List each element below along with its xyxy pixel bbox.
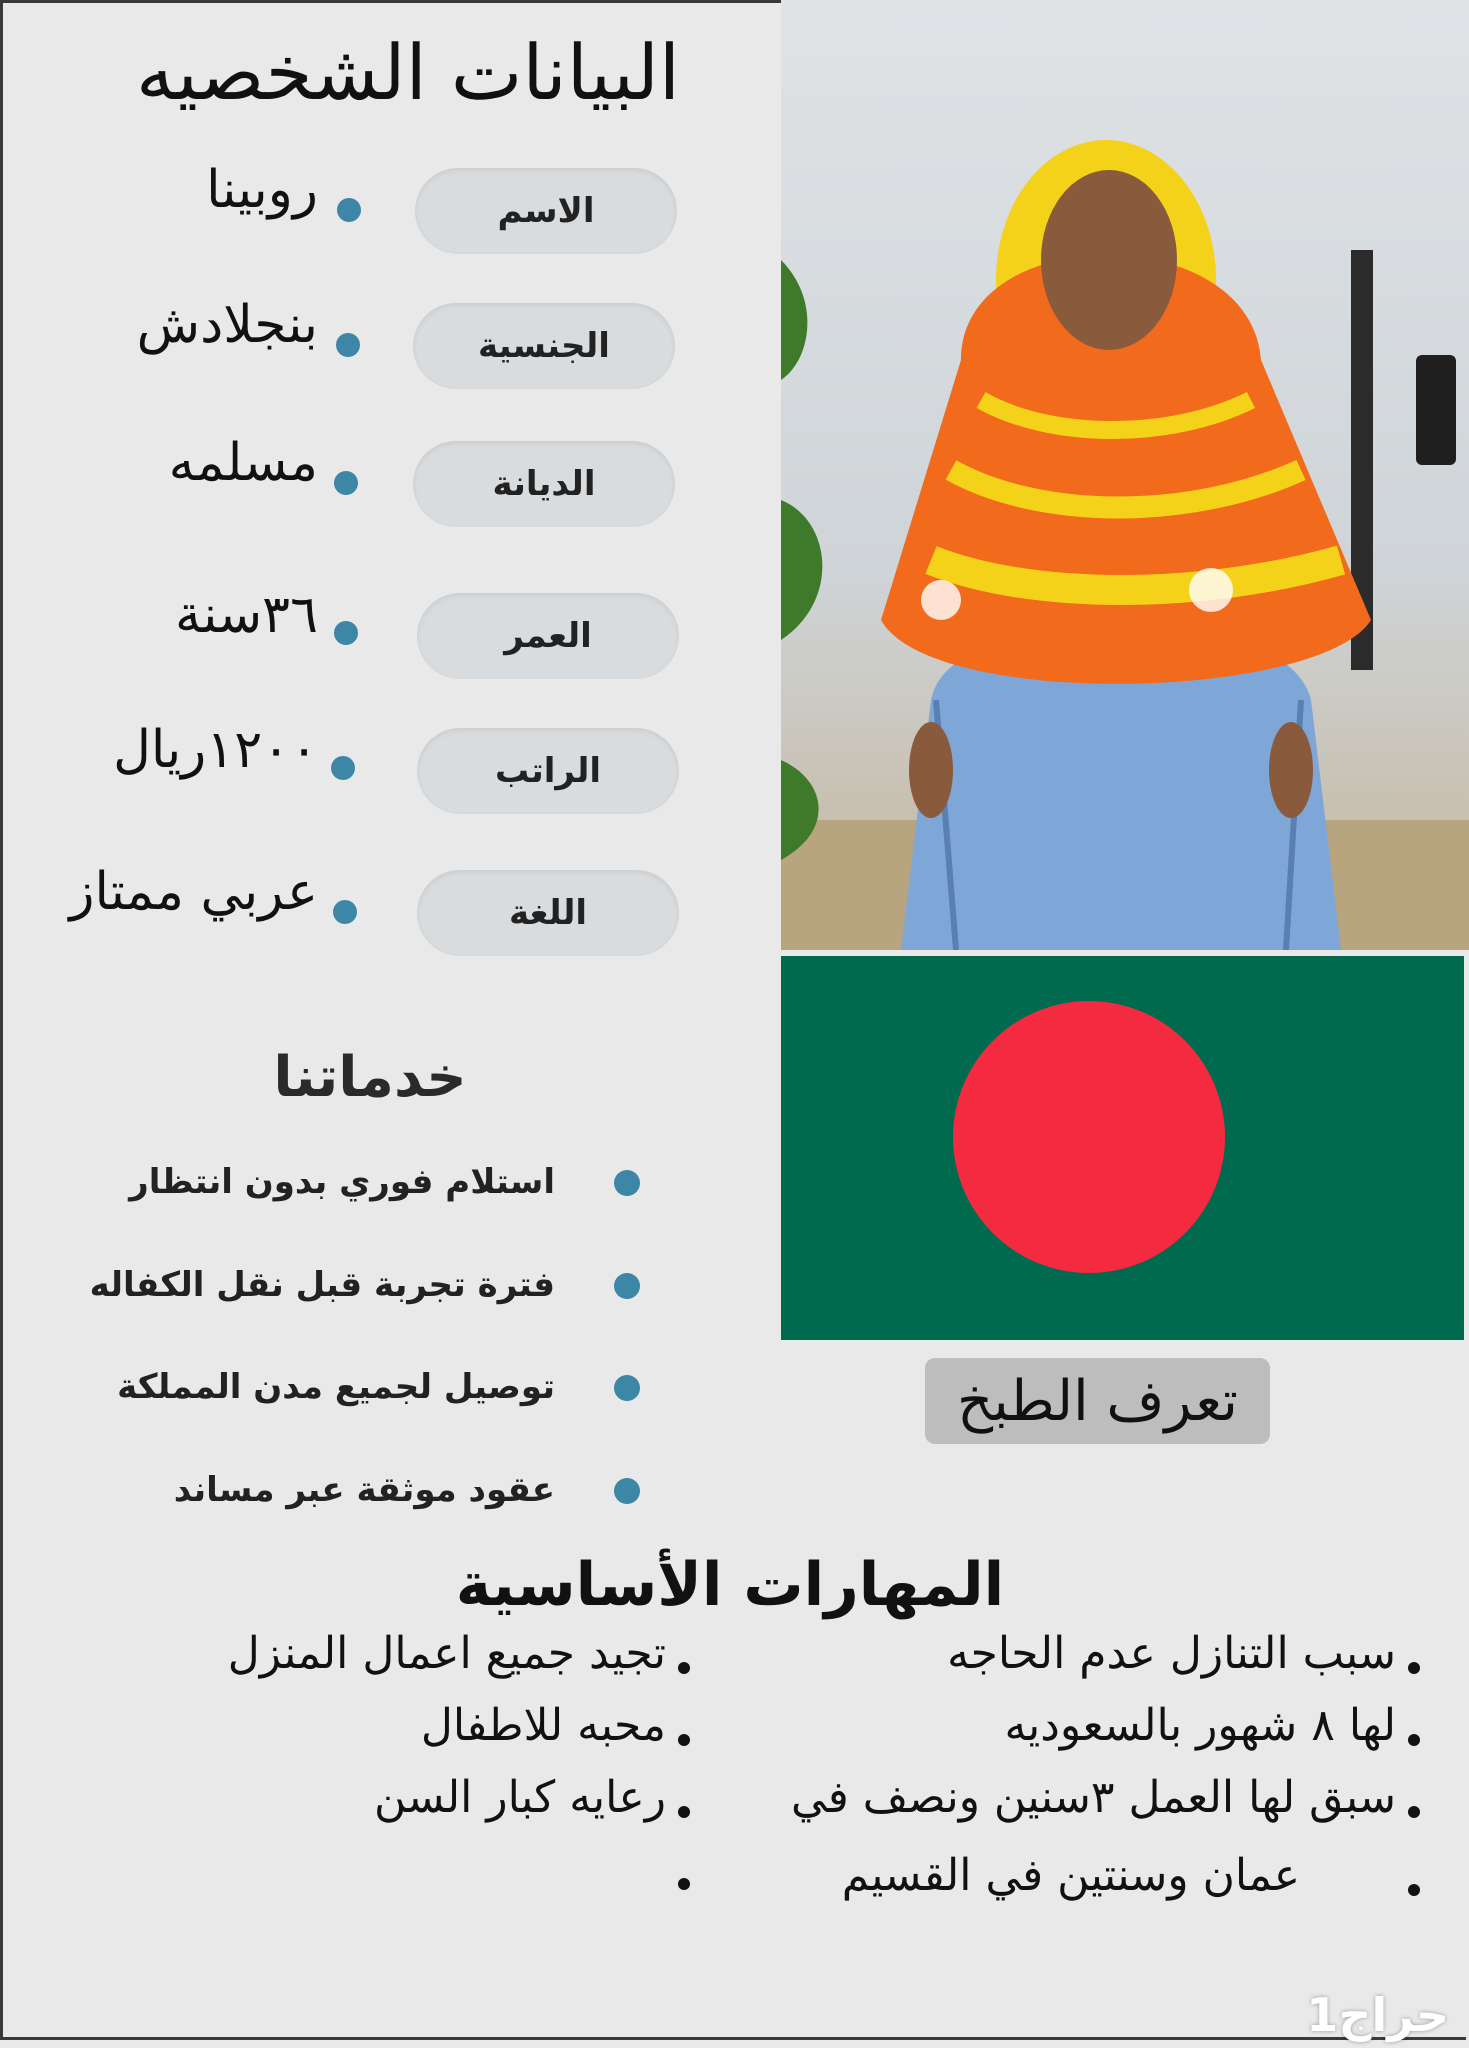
label-pill: الاسم xyxy=(415,168,677,254)
skills-title: المهارات الأساسية xyxy=(455,1550,1005,1620)
list-item: محبه للاطفال xyxy=(90,1700,690,1772)
service-text: عقود موثقة عبر مساند xyxy=(173,1470,555,1510)
list-item xyxy=(90,1844,690,1924)
value-text: عربي ممتاز xyxy=(69,862,318,922)
list-item: رعايه كبار السن xyxy=(90,1772,690,1844)
skills-right-list xyxy=(720,1628,1420,1924)
list-item: سبق لها العمل ٣سنين ونصف في xyxy=(720,1772,1420,1844)
value-text: ١٢٠٠ريال xyxy=(113,720,318,780)
row-salary xyxy=(0,720,700,820)
row-age xyxy=(0,585,700,685)
service-text: استلام فوري بدون انتظار xyxy=(129,1162,555,1202)
bullet-dot xyxy=(334,471,358,495)
value-text: ٣٦سنة xyxy=(175,585,318,645)
page-title: البيانات الشخصيه xyxy=(135,28,680,117)
row-religion xyxy=(0,433,700,533)
row-nationality xyxy=(0,295,700,395)
services-title: خدماتنا xyxy=(273,1045,467,1110)
portrait-illustration xyxy=(781,0,1469,950)
label-pill: اللغة xyxy=(417,870,679,956)
bullet-dot xyxy=(614,1273,640,1299)
cooking-badge: تعرف الطبخ xyxy=(925,1358,1270,1444)
bullet-dot xyxy=(337,198,361,222)
label-pill: الراتب xyxy=(417,728,679,814)
row-name xyxy=(0,160,700,260)
label-pill: الديانة xyxy=(413,441,675,527)
value-text: مسلمه xyxy=(168,433,318,493)
row-language xyxy=(0,862,700,962)
bullet-dot xyxy=(614,1478,640,1504)
list-item: سبب التنازل عدم الحاجه xyxy=(720,1628,1420,1700)
bullet-dot xyxy=(333,900,357,924)
bullet-dot xyxy=(334,621,358,645)
service-text: توصيل لجميع مدن المملكة xyxy=(117,1367,555,1407)
portrait-photo xyxy=(781,0,1469,950)
list-item: لها ٨ شهور بالسعوديه xyxy=(720,1700,1420,1772)
list-item: تجيد جميع اعمال المنزل xyxy=(90,1628,690,1700)
value-text: روبينا xyxy=(206,160,318,220)
value-text: بنجلادش xyxy=(136,295,318,355)
bangladesh-flag xyxy=(781,956,1464,1340)
flag-red-disc xyxy=(953,1001,1225,1273)
bullet-dot xyxy=(336,333,360,357)
bullet-dot xyxy=(331,756,355,780)
skills-left-list xyxy=(90,1628,690,1924)
bullet-dot xyxy=(614,1170,640,1196)
list-item: عمان وسنتين في القسيم xyxy=(720,1850,1420,1930)
watermark: حراج1 xyxy=(1306,1988,1449,2042)
service-text: فترة تجربة قبل نقل الكفاله xyxy=(89,1265,555,1305)
bullet-dot xyxy=(614,1375,640,1401)
label-pill: الجنسية xyxy=(413,303,675,389)
label-pill: العمر xyxy=(417,593,679,679)
